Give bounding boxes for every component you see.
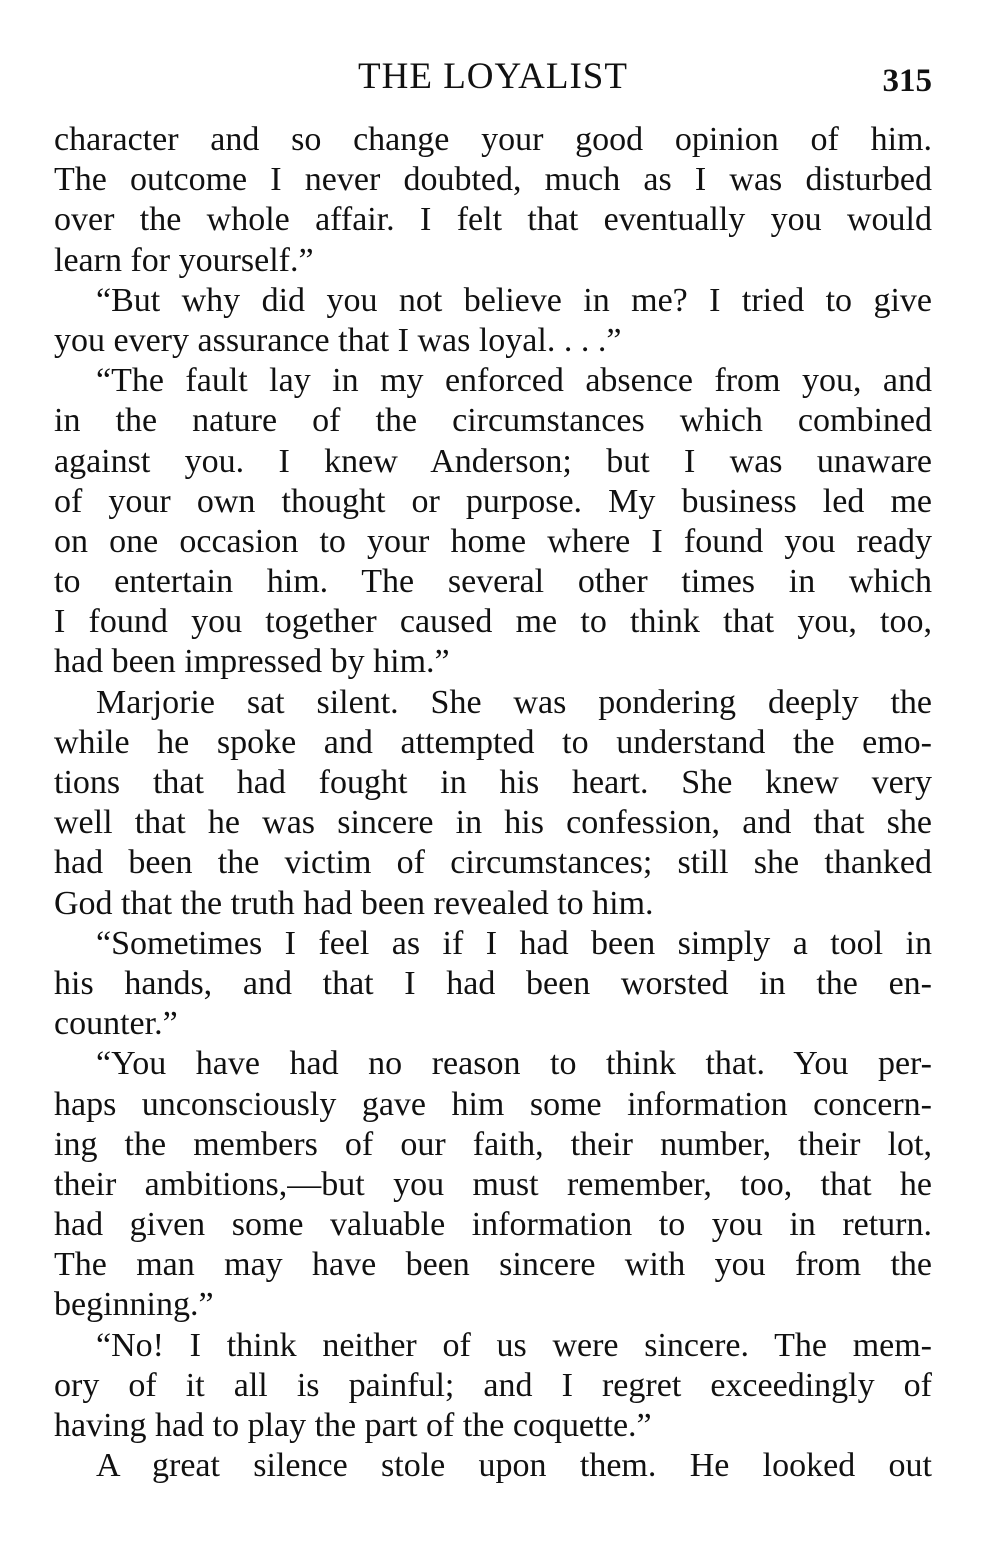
- text-line: of your own thought or purpose. My business led me: [54, 482, 932, 520]
- text-line: their ambitions,—but you must remember, too, that he: [54, 1165, 932, 1203]
- page-number: 315: [882, 63, 932, 99]
- text-line: on one occasion to your home where I found you ready: [54, 522, 932, 560]
- text-line: to entertain him. The several other times in which: [54, 563, 932, 601]
- text-line: had been the victim of circumstances; still she thanked: [54, 844, 932, 882]
- body-text: [54, 120, 932, 1486]
- text-line: you every assurance that I was loyal. . . .”: [54, 321, 622, 359]
- text-line: “The fault lay in my enforced absence from you, and: [96, 362, 932, 400]
- text-line: A great silence stole upon them. He looked out: [96, 1447, 932, 1485]
- text-line: I found you together caused me to think that you, too,: [54, 603, 932, 641]
- text-line: against you. I knew Anderson; but I was unaware: [54, 442, 932, 480]
- text-line: Marjorie sat silent. She was pondering deeply the: [96, 683, 932, 721]
- text-line: tions that had fought in his heart. She knew very: [54, 764, 932, 801]
- text-line: “Sometimes I feel as if I had been simply a tool in: [96, 924, 932, 962]
- text-line: haps unconsciously gave him some information concern-: [54, 1085, 932, 1123]
- text-line: beginning.”: [54, 1286, 214, 1324]
- text-line: learn for yourself.”: [54, 241, 314, 279]
- text-line: well that he was sincere in his confession, and that she: [54, 804, 932, 842]
- running-head: [54, 52, 932, 102]
- text-line: had given some valuable information to you in return.: [54, 1206, 932, 1244]
- text-line: over the whole affair. I felt that eventually you would: [54, 201, 932, 239]
- text-line: counter.”: [54, 1005, 178, 1043]
- text-line: “You have had no reason to think that. You per-: [96, 1045, 932, 1083]
- text-line: while he spoke and attempted to understand the emo-: [54, 723, 932, 761]
- text-line: God that the truth had been revealed to him.: [54, 884, 654, 922]
- text-line: “But why did you not believe in me? I tried to give: [96, 281, 932, 319]
- text-line: character and so change your good opinion of him.: [54, 121, 932, 158]
- text-line: ing the members of our faith, their number, their lot,: [54, 1125, 932, 1163]
- text-line: his hands, and that I had been worsted in the en-: [54, 964, 932, 1002]
- text-line: “No! I think neither of us were sincere. The mem-: [96, 1326, 932, 1364]
- text-line: ory of it all is painful; and I regret exceedingly of: [54, 1366, 932, 1404]
- text-line: The outcome I never doubted, much as I was disturbed: [54, 161, 932, 199]
- running-title: THE LOYALIST: [358, 56, 628, 97]
- text-line: having had to play the part of the coquette.”: [54, 1407, 652, 1444]
- text-line: in the nature of the circumstances which combined: [54, 402, 932, 440]
- text-line: had been impressed by him.”: [54, 643, 450, 681]
- text-line: The man may have been sincere with you from the: [54, 1246, 932, 1284]
